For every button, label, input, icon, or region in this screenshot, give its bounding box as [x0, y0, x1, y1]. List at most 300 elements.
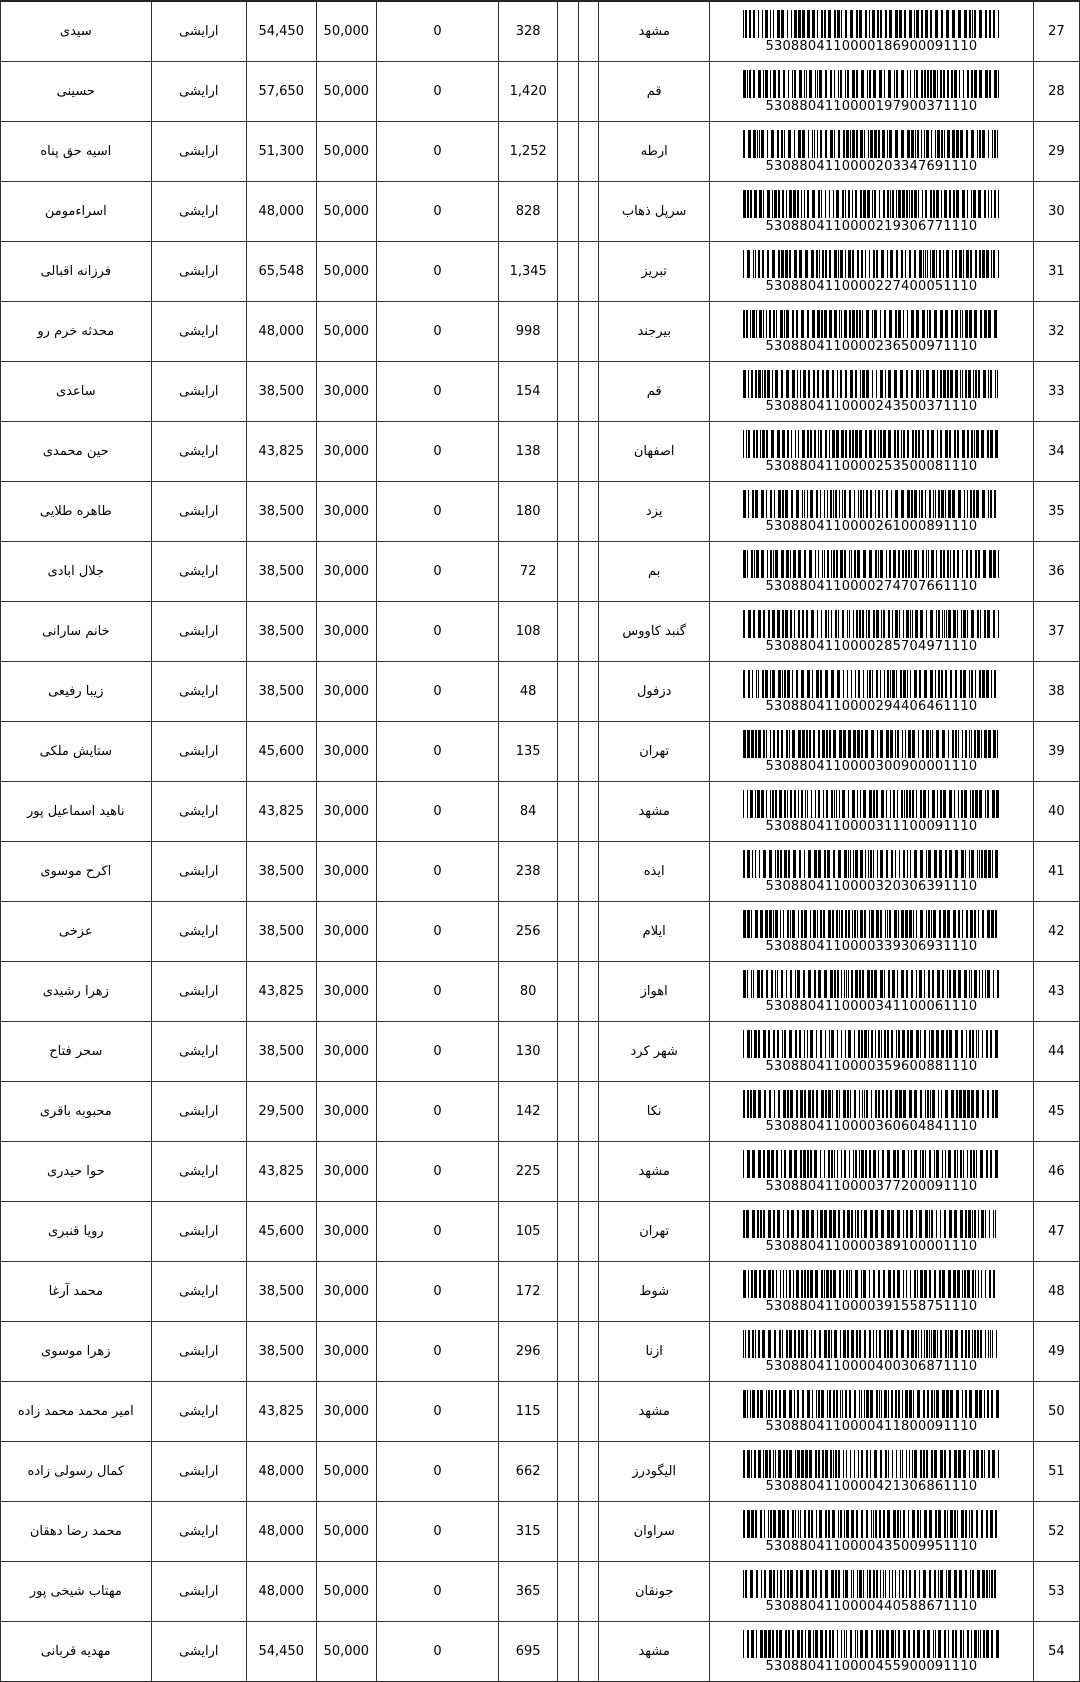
barcode-bar	[846, 1510, 849, 1538]
barcode-bar	[830, 1270, 832, 1298]
barcode-bar	[914, 1450, 917, 1478]
barcode-bar	[772, 190, 773, 218]
barcode-bar	[971, 610, 974, 638]
city: مشهد	[638, 1164, 670, 1179]
barcode-bar	[789, 1390, 792, 1418]
barcode-bar	[801, 1630, 803, 1658]
barcode-bar	[777, 730, 779, 758]
barcode-bar	[984, 190, 986, 218]
amount-cell	[246, 962, 316, 1022]
barcode-bar	[768, 1030, 770, 1058]
barcode-bar	[969, 730, 970, 758]
barcode-bar	[798, 10, 801, 38]
barcode-bar	[758, 670, 759, 698]
barcode-bar	[938, 1630, 941, 1658]
barcode-bar	[754, 1450, 756, 1478]
barcode-block	[710, 422, 1033, 481]
fee-cell	[316, 1142, 376, 1202]
barcode-bar	[810, 490, 813, 518]
barcode-bar	[878, 1150, 879, 1178]
barcode-bar	[876, 370, 877, 398]
barcode-bar	[808, 1630, 811, 1658]
barcode-bar	[880, 1570, 881, 1598]
tracking-number: 5308804110000360604841110	[765, 1118, 978, 1134]
barcode-bar	[894, 910, 897, 938]
barcode-bar	[791, 10, 792, 38]
zero-cell	[377, 302, 499, 362]
amount-cell	[246, 782, 316, 842]
barcode-bar	[756, 1570, 758, 1598]
barcode-bar	[820, 1210, 823, 1238]
barcode-bar	[959, 1090, 962, 1118]
barcode-bar	[845, 70, 846, 98]
barcode-bar	[801, 790, 803, 818]
barcode-bar	[773, 10, 774, 38]
barcode-bar	[906, 970, 908, 998]
weight: 998	[515, 324, 541, 339]
barcode-bar	[752, 1210, 755, 1238]
tracking-number: 5308804110000219306771110	[765, 218, 978, 234]
barcode-bar	[945, 1090, 948, 1118]
fee: 50,000	[323, 1464, 370, 1479]
barcode-bar	[981, 730, 982, 758]
tracking-number: 5308804110000341100061110	[765, 998, 978, 1014]
barcode-bar	[743, 1510, 745, 1538]
barcode-block	[710, 122, 1033, 181]
category-cell	[151, 302, 246, 362]
city: مشهد	[638, 1644, 670, 1659]
barcode-bar	[842, 610, 844, 638]
barcode-bar	[934, 850, 937, 878]
barcode-bar	[768, 1390, 770, 1418]
amount: 65,548	[258, 264, 304, 279]
barcode-block	[710, 1322, 1033, 1381]
empty-cell	[578, 1502, 598, 1562]
row-index: 35	[1048, 504, 1065, 519]
table-row	[1, 1322, 1080, 1382]
barcode-bar	[908, 550, 910, 578]
barcode-bar	[855, 190, 857, 218]
barcode-bar	[777, 850, 779, 878]
category-cell	[151, 662, 246, 722]
category: ارایشی	[178, 204, 219, 219]
barcode-bar	[878, 130, 880, 158]
barcode-bar	[786, 1450, 788, 1478]
barcode-bar	[987, 610, 990, 638]
barcode-bar	[805, 250, 808, 278]
barcode-bar	[763, 310, 764, 338]
barcode-bar	[794, 70, 796, 98]
empty-cell	[558, 1502, 578, 1562]
barcode-bar	[849, 610, 850, 638]
row-index: 31	[1048, 264, 1065, 279]
row-index-cell	[1033, 1502, 1079, 1562]
barcode-bar	[861, 1030, 863, 1058]
recipient-name: ساعدی	[56, 384, 96, 399]
barcode-bar	[770, 670, 771, 698]
row-index: 43	[1048, 984, 1065, 999]
barcode-bar	[800, 1570, 803, 1598]
city-cell	[599, 602, 710, 662]
barcode-bar	[895, 1630, 896, 1658]
barcode-bar	[844, 550, 846, 578]
barcode-bar	[766, 790, 767, 818]
barcode-bar	[944, 1510, 946, 1538]
barcode-bar	[900, 1510, 901, 1538]
barcode-bar	[998, 190, 999, 218]
barcode-bar	[836, 1390, 838, 1418]
barcode-bar	[927, 1630, 930, 1658]
barcode-bar	[779, 1330, 781, 1358]
barcode-bar	[985, 970, 986, 998]
category: ارایشی	[178, 1644, 219, 1659]
barcode-bar	[901, 790, 903, 818]
barcode-bar	[833, 730, 836, 758]
barcode-block	[710, 1022, 1033, 1081]
barcode-bar	[761, 790, 764, 818]
category-cell	[151, 482, 246, 542]
barcode-bar	[892, 190, 894, 218]
recipient-name: رویا قنبری	[47, 1224, 104, 1239]
barcode-bar	[923, 370, 924, 398]
table-row	[1, 902, 1080, 962]
city-cell	[599, 902, 710, 962]
barcode-bar	[747, 70, 748, 98]
tracking-number: 5308804110000440588671110	[765, 1598, 978, 1614]
barcode-bar	[879, 1390, 880, 1418]
barcode-bar	[879, 190, 880, 218]
barcode-bar	[792, 70, 793, 98]
barcode-bar	[892, 1450, 893, 1478]
barcode-bar	[748, 430, 750, 458]
barcode-bar	[852, 130, 855, 158]
barcode-bar	[991, 190, 992, 218]
barcode-bar	[982, 910, 984, 938]
recipient-name-cell	[1, 1622, 152, 1682]
barcode-cell	[710, 662, 1034, 722]
empty-cell	[578, 782, 598, 842]
barcode-bar	[966, 550, 968, 578]
category-cell	[151, 1562, 246, 1622]
barcode-bar	[766, 970, 768, 998]
row-index-cell	[1033, 1, 1079, 62]
barcode-bar	[943, 790, 946, 818]
barcode-bar	[862, 610, 864, 638]
table-row	[1, 1142, 1080, 1202]
barcode-bar	[881, 1030, 882, 1058]
barcode-bar	[836, 910, 838, 938]
barcode-bar	[850, 370, 853, 398]
barcode-bar	[820, 490, 821, 518]
barcode-bar	[889, 10, 892, 38]
barcode-bar	[853, 1570, 854, 1598]
row-index-cell	[1033, 1562, 1079, 1622]
barcode-bar	[859, 430, 862, 458]
barcode-bar	[787, 670, 790, 698]
barcode-bar	[751, 1630, 754, 1658]
empty-cell	[558, 542, 578, 602]
barcode-bar	[996, 1630, 999, 1658]
barcode-bar	[914, 1150, 917, 1178]
barcode-bar	[952, 10, 955, 38]
barcode-bar	[843, 1570, 844, 1598]
weight: 238	[515, 864, 541, 879]
barcode-bar	[771, 970, 773, 998]
amount: 38,500	[258, 864, 304, 879]
barcode-bar	[926, 850, 927, 878]
barcode-bar	[864, 910, 866, 938]
barcode-bar	[907, 1030, 909, 1058]
zero-value: 0	[433, 324, 442, 339]
barcode-bar	[840, 250, 843, 278]
barcode-bar	[814, 1150, 817, 1178]
tracking-number: 5308804110000411800091110	[765, 1418, 978, 1434]
barcode-bar	[807, 1030, 808, 1058]
barcode-bar	[972, 10, 973, 38]
barcode-bar	[828, 910, 831, 938]
recipient-name: فرزانه اقبالی	[40, 264, 112, 279]
barcode-bar	[883, 1270, 885, 1298]
barcode-bar	[760, 1510, 762, 1538]
barcode-bar	[936, 550, 937, 578]
barcode-bar	[831, 1330, 832, 1358]
barcode-bar	[957, 550, 959, 578]
barcode-bar	[960, 1210, 963, 1238]
barcode-bar	[861, 1450, 863, 1478]
barcode-bar	[769, 1090, 771, 1118]
barcode-bar	[804, 70, 805, 98]
recipient-name: محبوبه باقری	[39, 1104, 112, 1119]
weight: 225	[515, 1164, 541, 1179]
barcode-bar	[832, 1630, 834, 1658]
barcode-bar	[852, 430, 854, 458]
barcode-bar	[747, 970, 748, 998]
row-index-cell	[1033, 122, 1079, 182]
barcode-bar	[903, 670, 906, 698]
category: ارایشی	[178, 1464, 219, 1479]
barcode-bar	[777, 1030, 779, 1058]
city-cell	[599, 1202, 710, 1262]
barcode-bar	[860, 1630, 863, 1658]
barcode-bar	[902, 1570, 904, 1598]
barcode-bar	[808, 1090, 811, 1118]
zero-cell	[377, 362, 499, 422]
barcode-bar	[849, 550, 850, 578]
barcode-bar	[926, 550, 927, 578]
barcode-bar	[907, 130, 910, 158]
barcode-bar	[872, 670, 873, 698]
barcode-bar	[796, 490, 799, 518]
city-cell	[599, 362, 710, 422]
barcode-bar	[753, 130, 756, 158]
barcode-bar	[991, 1390, 993, 1418]
barcode-bar	[822, 550, 823, 578]
barcode-bar	[937, 370, 938, 398]
barcode-bar	[955, 250, 957, 278]
barcode-bar	[750, 1390, 751, 1418]
barcode-bar	[897, 1270, 900, 1298]
weight-cell	[498, 1, 557, 62]
barcode-bar	[825, 1630, 827, 1658]
barcode-bar	[790, 1090, 793, 1118]
recipient-name-cell	[1, 1262, 152, 1322]
barcode-bar	[792, 370, 795, 398]
barcode-bar	[940, 1330, 942, 1358]
barcode-bar	[860, 190, 862, 218]
empty-cell	[558, 602, 578, 662]
barcode-bar	[794, 1390, 795, 1418]
barcode-bar	[866, 310, 869, 338]
table-row	[1, 1502, 1080, 1562]
barcode-bar	[799, 1030, 801, 1058]
weight-cell	[498, 662, 557, 722]
barcode-bar	[883, 1510, 885, 1538]
barcode-bar	[833, 550, 835, 578]
barcode-bar	[790, 610, 792, 638]
barcode-bar	[903, 850, 905, 878]
barcode-bar	[930, 70, 932, 98]
barcode-bar	[873, 1510, 874, 1538]
barcode-bar	[743, 1630, 744, 1658]
barcode-bar	[759, 310, 762, 338]
category-cell	[151, 842, 246, 902]
barcode-bar	[949, 850, 952, 878]
barcode-bar	[802, 730, 805, 758]
barcode-bar	[785, 610, 788, 638]
row-index: 50	[1048, 1404, 1065, 1419]
barcode-bar	[861, 70, 864, 98]
barcode-bar	[953, 550, 955, 578]
barcode-bar	[839, 1090, 840, 1118]
barcode-bar	[820, 670, 822, 698]
barcode-bar	[861, 730, 863, 758]
barcode-bar	[865, 850, 866, 878]
empty-cell	[578, 1082, 598, 1142]
fee: 30,000	[323, 984, 370, 999]
barcode-bar	[955, 1030, 958, 1058]
barcode-bar	[926, 730, 929, 758]
recipient-name-cell	[1, 362, 152, 422]
barcode-bar	[765, 10, 768, 38]
weight: 315	[515, 1524, 541, 1539]
barcode-bar	[830, 70, 832, 98]
barcode-bar	[959, 1570, 962, 1598]
barcode-bar	[857, 910, 858, 938]
barcode-bar	[879, 1330, 881, 1358]
barcode-bar	[988, 370, 989, 398]
barcode-bar	[963, 250, 964, 278]
row-index: 54	[1048, 1644, 1065, 1659]
barcode-bar	[813, 910, 816, 938]
category-cell	[151, 602, 246, 662]
empty-cell	[558, 842, 578, 902]
barcode-bar	[755, 790, 756, 818]
table-row	[1, 122, 1080, 182]
barcode-bar	[847, 610, 848, 638]
barcode-bar	[978, 370, 980, 398]
barcode-bar	[953, 970, 956, 998]
barcode-bar	[781, 970, 783, 998]
barcode-bar	[993, 550, 996, 578]
barcode-bar	[991, 910, 994, 938]
barcode-bar	[997, 730, 998, 758]
barcode-bar	[811, 250, 814, 278]
barcode-bar	[920, 1090, 922, 1118]
barcode-bar	[914, 1270, 916, 1298]
barcode-bar	[920, 610, 923, 638]
barcode-bar	[878, 1030, 880, 1058]
barcode-bar	[753, 70, 755, 98]
barcode-bar	[927, 430, 929, 458]
barcode-bar	[886, 550, 887, 578]
barcode-bar	[901, 490, 904, 518]
empty-cell	[578, 662, 598, 722]
barcode-bar	[988, 730, 991, 758]
fee-cell	[316, 902, 376, 962]
zero-value: 0	[433, 384, 442, 399]
barcode-bar	[764, 1630, 767, 1658]
barcode-bar	[938, 670, 940, 698]
barcode-bar	[930, 670, 933, 698]
tracking-number: 5308804110000359600881110	[765, 1058, 978, 1074]
barcode-bar	[810, 910, 811, 938]
barcode-bar	[950, 1510, 953, 1538]
barcode-bar	[844, 1150, 846, 1178]
barcode-bar	[759, 1270, 761, 1298]
barcode-block	[710, 902, 1033, 961]
barcode-bar	[883, 430, 886, 458]
barcode-bar	[915, 430, 917, 458]
barcode-bar	[798, 730, 801, 758]
barcode-bar	[834, 70, 835, 98]
barcode-bar	[876, 1630, 878, 1658]
barcode-bar	[811, 1330, 812, 1358]
barcode-bar	[975, 550, 977, 578]
zero-cell	[377, 1142, 499, 1202]
barcode-bar	[896, 250, 898, 278]
barcode-bar	[880, 310, 881, 338]
barcode-bar	[943, 370, 946, 398]
barcode-bar	[851, 1510, 854, 1538]
barcode-bar	[930, 730, 931, 758]
zero-value: 0	[433, 864, 442, 879]
barcode-bar	[995, 370, 996, 398]
barcode-bar	[786, 730, 788, 758]
barcode-bar	[773, 910, 774, 938]
barcode-bar	[928, 850, 931, 878]
barcode-bar	[797, 970, 800, 998]
barcode-bar	[879, 1630, 881, 1658]
barcode-bar	[773, 1210, 775, 1238]
barcode-bar	[827, 850, 830, 878]
barcode-bar	[992, 790, 995, 818]
barcode-bar	[822, 370, 824, 398]
barcode-bar	[914, 1090, 917, 1118]
barcode-bar	[759, 190, 762, 218]
city: اصفهان	[633, 444, 675, 459]
barcode-bar	[954, 790, 955, 818]
weight: 130	[515, 1044, 541, 1059]
barcode-bar	[956, 1090, 958, 1118]
barcode-bar	[922, 730, 924, 758]
barcode-bar	[912, 1510, 915, 1538]
barcode-bar	[934, 1390, 935, 1418]
barcode-bar	[784, 310, 785, 338]
weight-cell	[498, 1022, 557, 1082]
row-index: 38	[1048, 684, 1065, 699]
barcode-bar	[778, 250, 780, 278]
barcode-bar	[907, 310, 908, 338]
